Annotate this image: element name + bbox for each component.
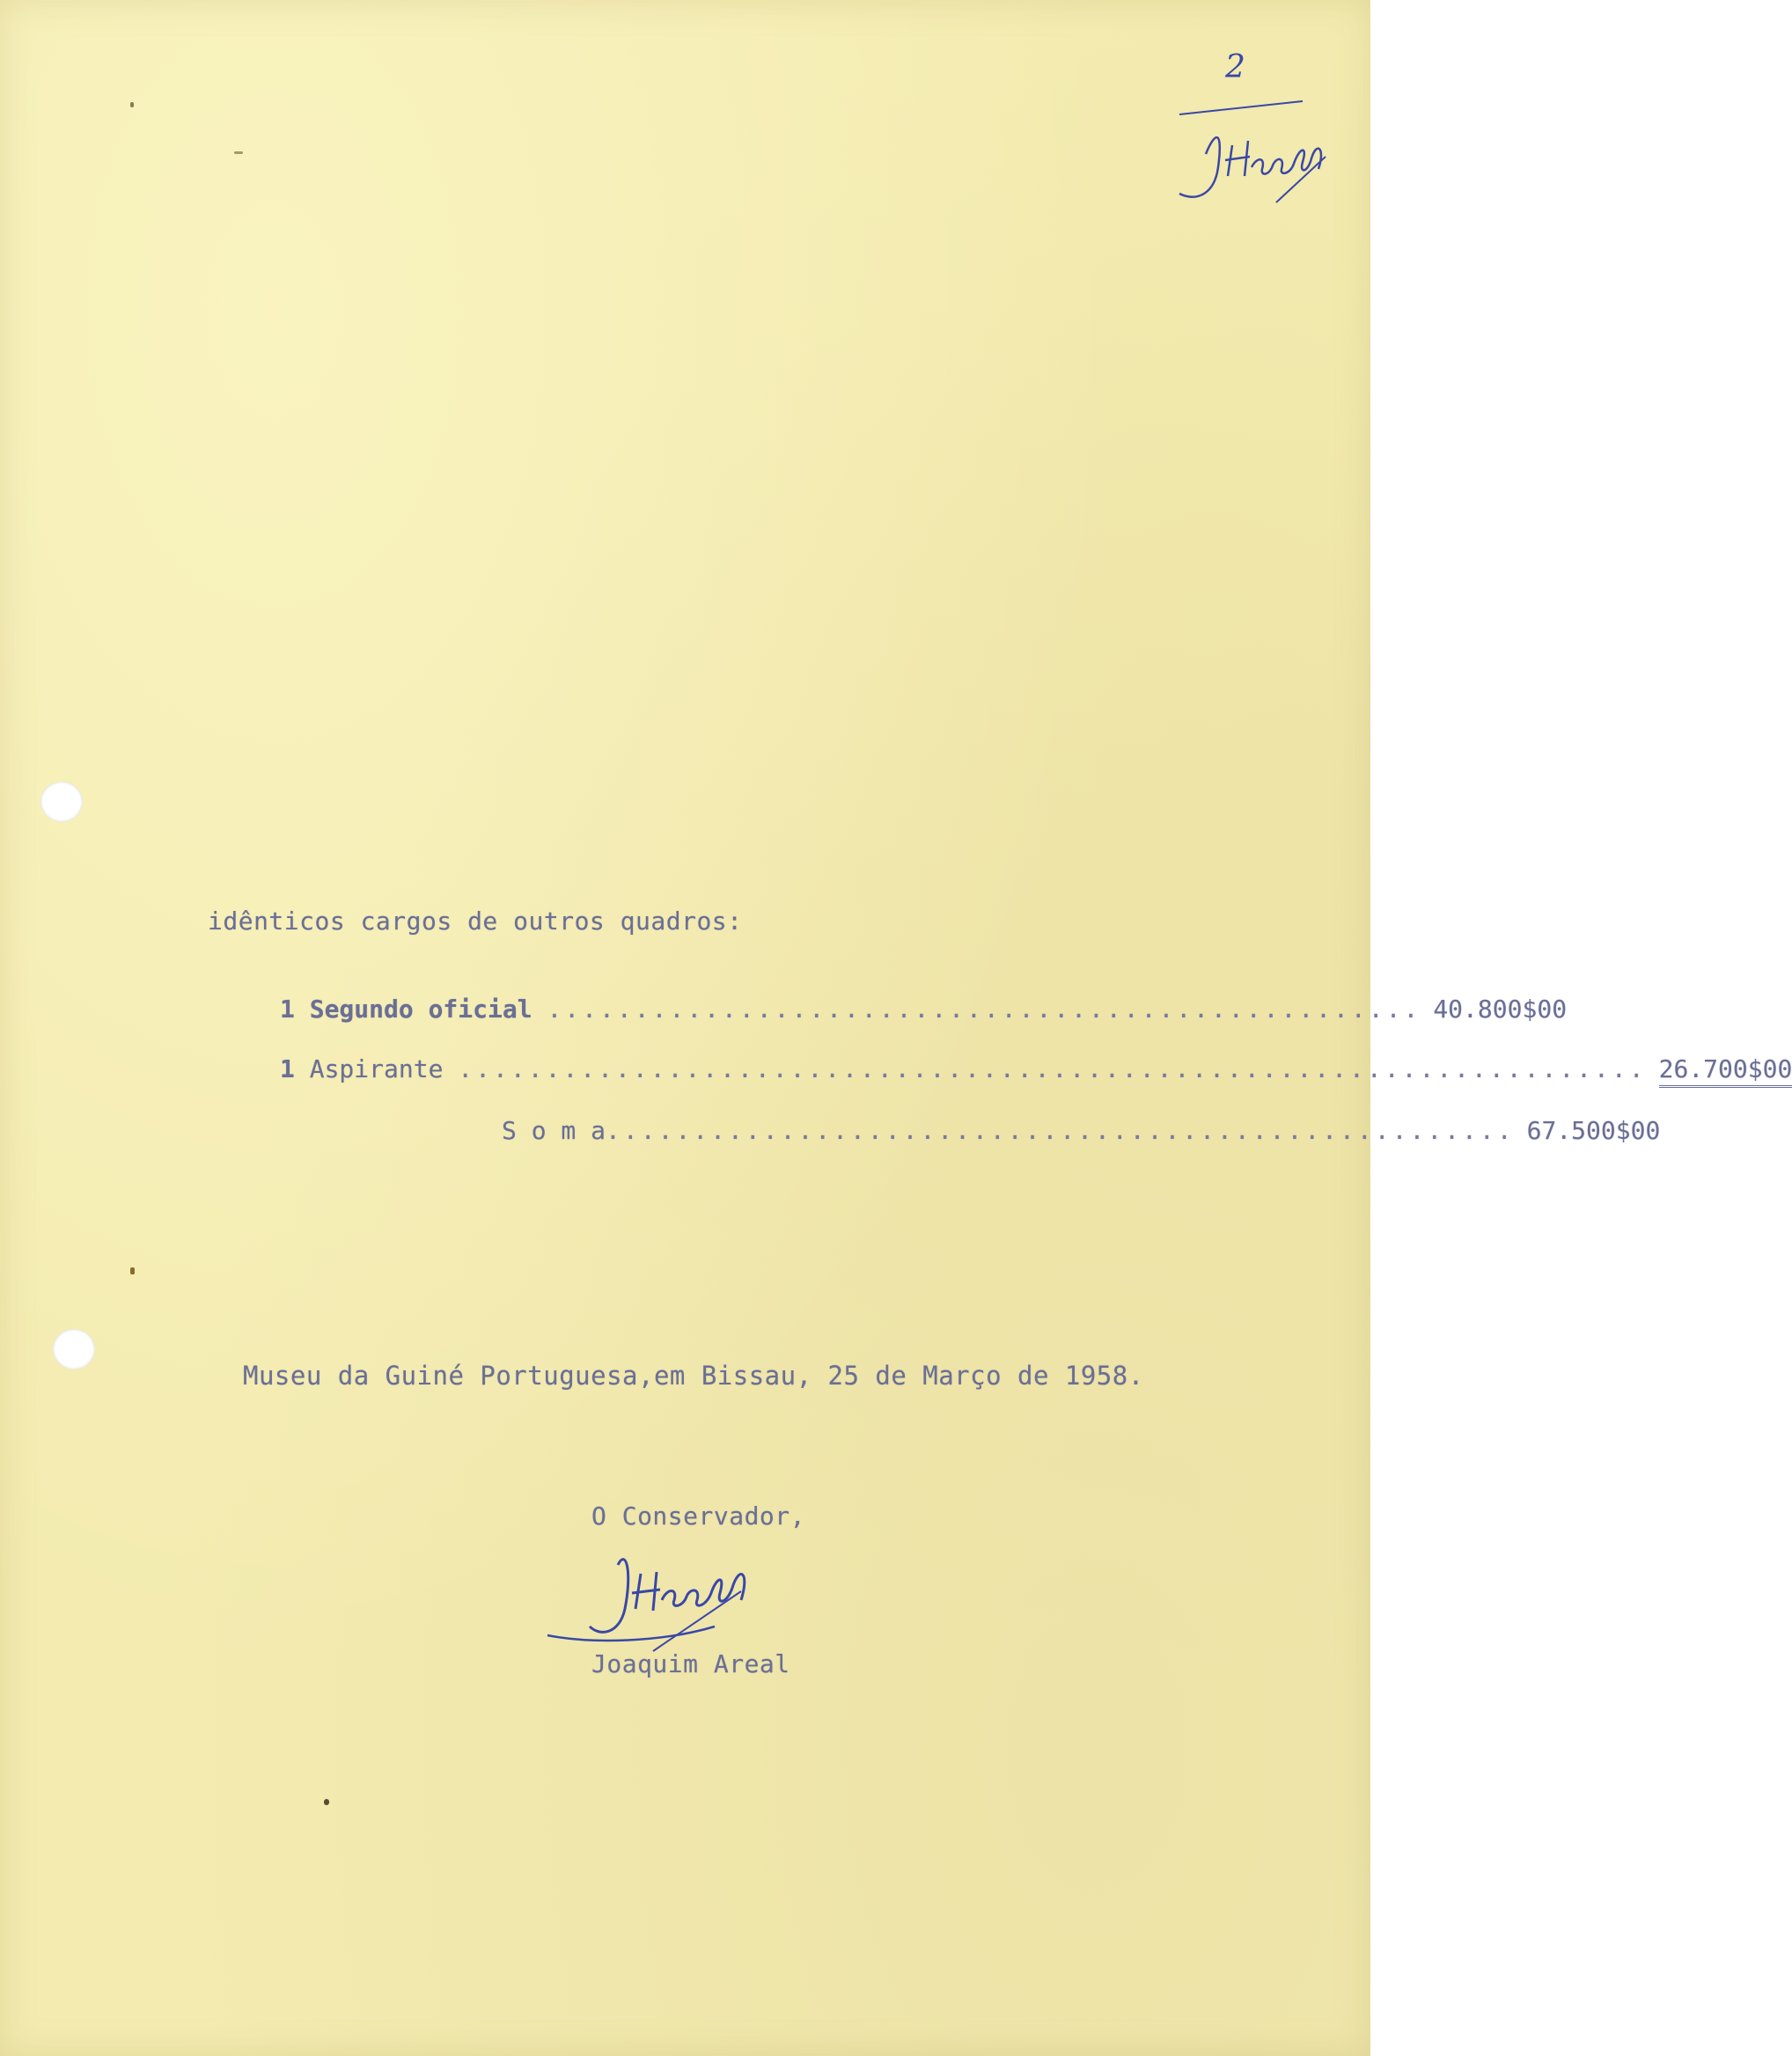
item-row [280,995,1568,1024]
intro-line: idênticos cargos de outros quadros: [208,907,743,936]
closing-title: O Conservador, [591,1502,806,1531]
item-row [280,1054,1792,1088]
item-quantity: 1 [280,1054,295,1083]
total-amount: 67.500$00 [1526,1116,1661,1145]
paper-speck [130,102,134,107]
place-date-line: Museu da Guiné Portuguesa,em Bissau, 25 de Março de 1958. [243,1361,1144,1391]
paper-speck [130,1267,135,1274]
total-row [502,1116,1661,1145]
paper-speck [234,151,243,154]
handwritten-initials-top [1153,53,1329,211]
item-amount: 26.700$00 [1659,1054,1792,1088]
item-label: Aspirante [309,1054,444,1083]
punch-hole-top [40,782,83,822]
handwritten-page-number: 2 [1225,49,1245,85]
item-quantity: 1 [280,995,295,1024]
leader-dots: .................................................................... [458,1054,1647,1083]
signature [539,1538,820,1653]
item-label: Segundo oficial [309,995,532,1024]
leader-dots: .................................................... [606,1116,1515,1145]
signatory-name: Joaquim Areal [591,1649,790,1678]
leader-dots: .................................................. [547,995,1421,1024]
item-amount: 40.800$00 [1433,995,1568,1024]
total-label: S o m a [502,1116,606,1145]
paper-speck [324,1799,329,1805]
punch-hole-bottom [53,1329,95,1369]
